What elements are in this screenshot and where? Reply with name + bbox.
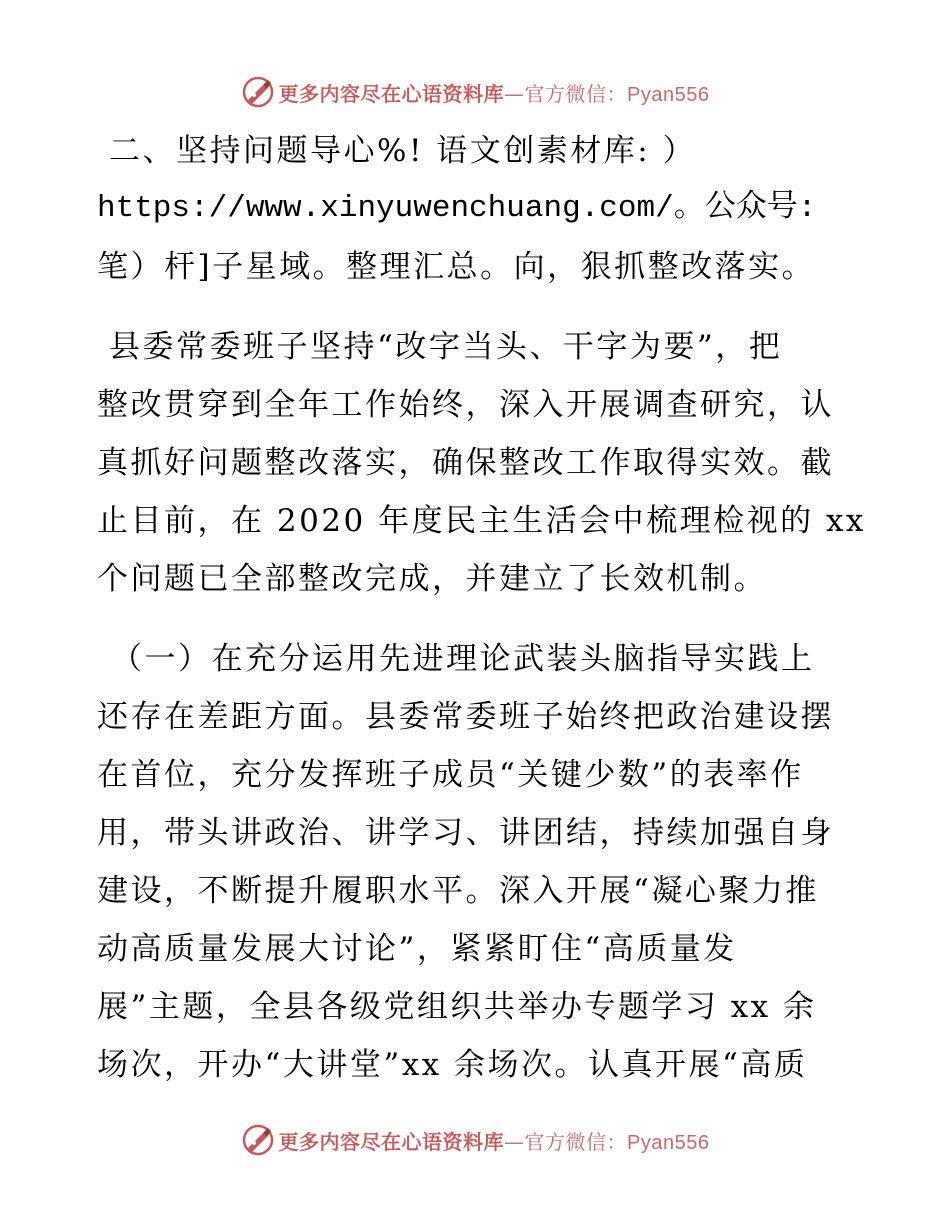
document-body bbox=[97, 122, 866, 1094]
paragraph-2 bbox=[97, 630, 857, 1094]
paragraph-line: 展”主题，全县各级党组织共举办专题学习 xx 余 bbox=[97, 989, 817, 1025]
paragraph-line: （一）在充分运用先进理论武装头脑指导实践上 bbox=[111, 641, 815, 677]
heading-line-url: https://www.xinyuwenchuang.com/。公众号: bbox=[97, 191, 817, 226]
paragraph-line: 用，带头讲政治、讲学习、讲团结，持续加强自身 bbox=[97, 815, 834, 851]
paragraph-line: 动高质量发展大讨论”，紧紧盯住“高质量发 bbox=[97, 931, 737, 967]
pen-seal-logo-icon bbox=[241, 75, 275, 109]
paragraph-line: 在首位，充分发挥班子成员“关键少数”的表率作 bbox=[97, 757, 804, 793]
pen-seal-logo-icon bbox=[241, 1123, 275, 1157]
header-banner bbox=[0, 72, 950, 112]
paragraph-1 bbox=[97, 318, 866, 608]
paragraph-line: 真抓好问题整改落实，确保整改工作取得实效。截 bbox=[97, 445, 834, 481]
paragraph-line: 还存在差距方面。县委常委班子始终把政治建设摆 bbox=[97, 699, 834, 735]
footer-banner bbox=[0, 1120, 950, 1160]
paragraph-line: 场次，开办“大讲堂”xx 余场次。认真开展“高质 bbox=[97, 1047, 808, 1083]
section-heading bbox=[97, 122, 857, 296]
banner-text: 更多内容尽在心语资料库—官方微信：Pyan556 bbox=[278, 1129, 710, 1154]
heading-line: 二、坚持问题导心%! 语文创素材库: ） bbox=[109, 133, 697, 169]
paragraph-line: 建设，不断提升履职水平。深入开展“凝心聚力推 bbox=[97, 873, 819, 909]
paragraph-line: 个问题已全部整改完成，并建立了长效机制。 bbox=[97, 561, 767, 597]
paragraph-line: 县委常委班子坚持“改字当头、干字为要”，把 bbox=[109, 329, 783, 365]
paragraph-line: 止目前，在 2020 年度民主生活会中梳理检视的 xx bbox=[97, 503, 866, 539]
paragraph-line: 整改贯穿到全年工作始终，深入开展调查研究，认 bbox=[97, 387, 834, 423]
banner-text: 更多内容尽在心语资料库—官方微信：Pyan556 bbox=[278, 81, 710, 106]
heading-line: 笔）杆]子星域。整理汇总。向，狠抓整改落实。 bbox=[97, 249, 816, 285]
